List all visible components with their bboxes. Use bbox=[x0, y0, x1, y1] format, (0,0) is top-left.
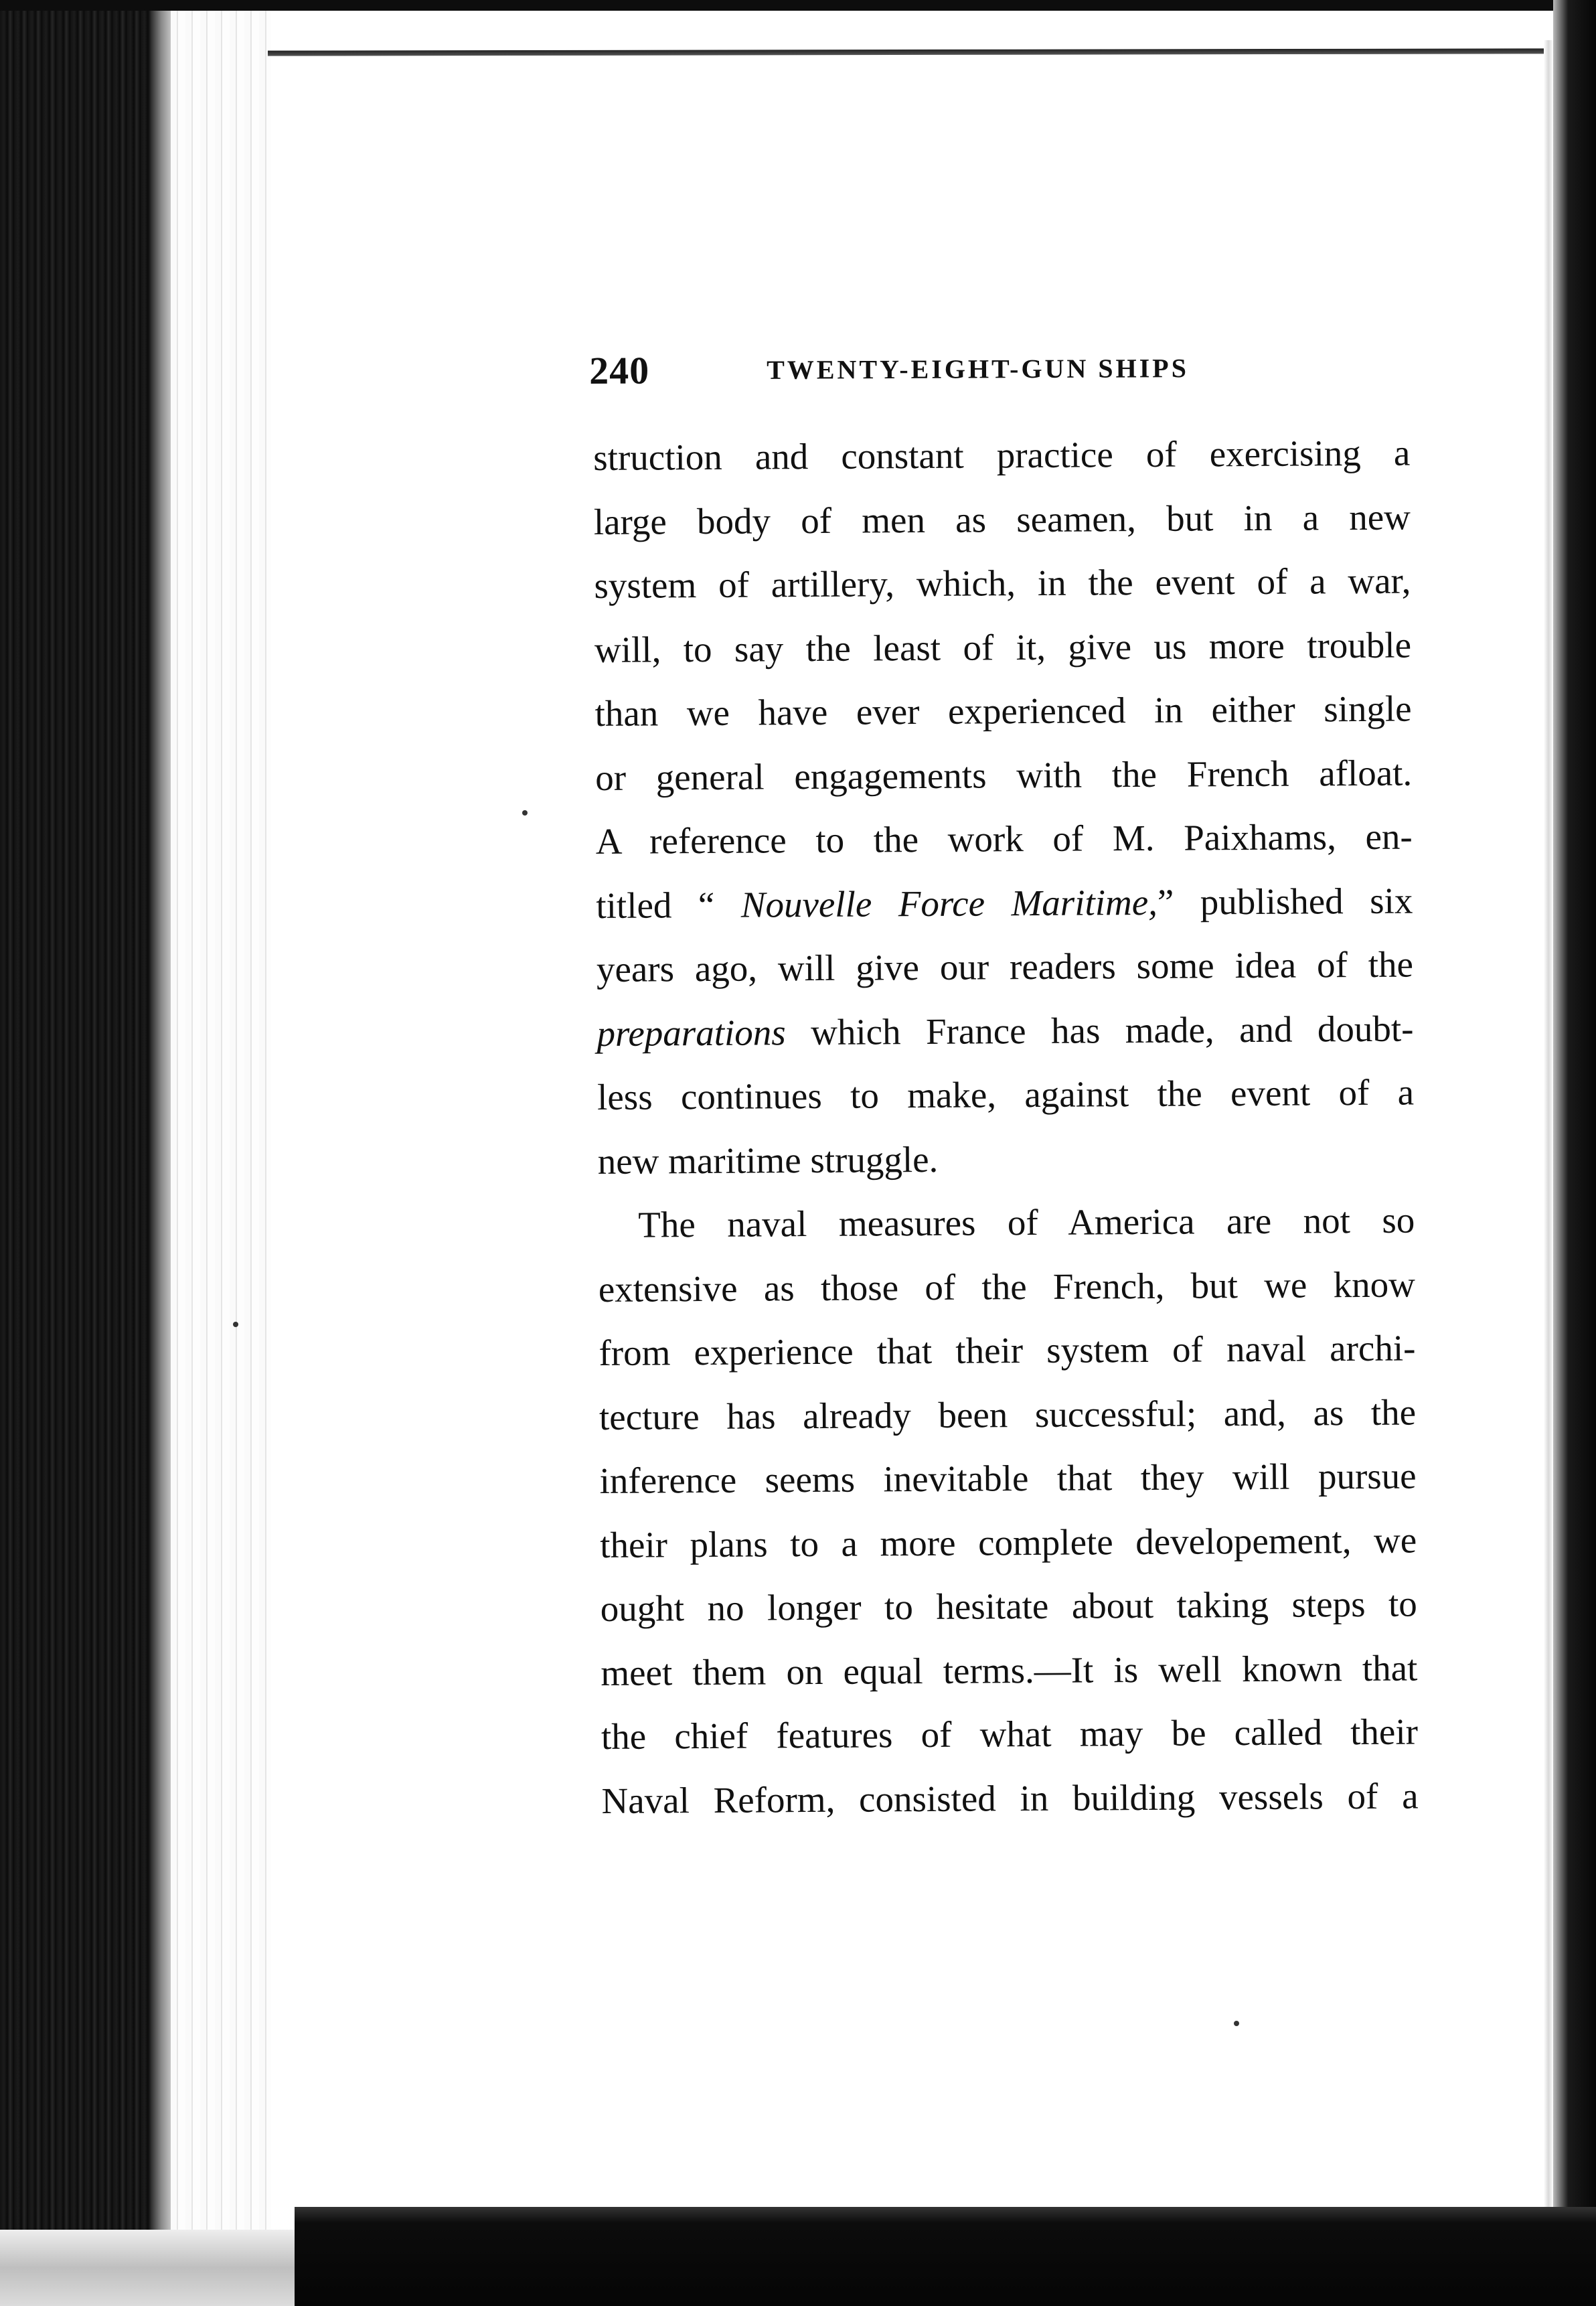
text-segment: titled “ bbox=[596, 884, 741, 926]
paper-speck bbox=[1234, 2021, 1239, 2026]
text-line: extensive as those of the French, but we know bbox=[598, 1263, 1416, 1310]
text-line bbox=[596, 868, 1413, 937]
paper-speck bbox=[522, 810, 528, 816]
text-line: or general engagements with the French afloat. bbox=[595, 752, 1413, 798]
paper-speck bbox=[233, 1322, 238, 1327]
page-edges bbox=[171, 0, 271, 2306]
text-line: Naval Reform, consisted in building vessels of a bbox=[601, 1775, 1419, 1821]
text-line: than we have ever experienced in either single bbox=[594, 688, 1412, 734]
text-line: system of artillery, which, in the event of a war, bbox=[594, 560, 1411, 606]
bottom-left-edge bbox=[0, 2230, 295, 2306]
text-segment: ” published six bbox=[1157, 880, 1413, 923]
italic-title: preparations bbox=[596, 1011, 786, 1054]
text-segment: which France has made, and doubt- bbox=[785, 1008, 1414, 1053]
text-line: years ago, will give our readers some idea of the bbox=[596, 943, 1414, 990]
top-border bbox=[0, 0, 1596, 11]
text-line: inference seems inevitable that they will pursue bbox=[599, 1455, 1417, 1501]
book-spine bbox=[0, 0, 167, 2306]
right-border bbox=[1553, 0, 1596, 2306]
text-line: tecture has already been successful; and, as the bbox=[598, 1391, 1417, 1438]
italic-title: Nouvelle Force Maritime, bbox=[740, 881, 1158, 925]
running-head bbox=[589, 345, 1292, 395]
paragraph-2 bbox=[598, 1188, 1419, 1833]
text-line: less continues to make, against the event of a bbox=[596, 1071, 1415, 1118]
text-line: from experience that their system of naval archi- bbox=[598, 1327, 1416, 1373]
running-title: TWENTY-EIGHT-GUN SHIPS bbox=[767, 353, 1190, 385]
text-line: new maritime struggle. bbox=[597, 1138, 939, 1182]
text-line: meet them on equal terms.—It is well known that bbox=[601, 1647, 1418, 1693]
text-line: A reference to the work of M. Paixhams, en- bbox=[595, 816, 1413, 862]
text-line: The naval measures of America are not so bbox=[638, 1199, 1415, 1245]
page-number: 240 bbox=[589, 348, 650, 392]
text-line bbox=[596, 996, 1414, 1065]
text-line: ought no longer to hesitate about taking steps to bbox=[600, 1583, 1417, 1629]
text-line: will, to say the least of it, give us more trouble bbox=[594, 624, 1412, 670]
body-text bbox=[593, 421, 1419, 1833]
text-line: the chief features of what may be called their bbox=[601, 1711, 1419, 1757]
paragraph-1 bbox=[593, 421, 1415, 1193]
bottom-border bbox=[295, 2207, 1596, 2306]
text-line: large body of men as seamen, but in a new bbox=[593, 496, 1411, 542]
right-page-edge bbox=[1544, 40, 1553, 2210]
text-line: their plans to a more complete developement, we bbox=[600, 1519, 1417, 1565]
text-line: struction and constant practice of exercising a bbox=[593, 432, 1411, 478]
